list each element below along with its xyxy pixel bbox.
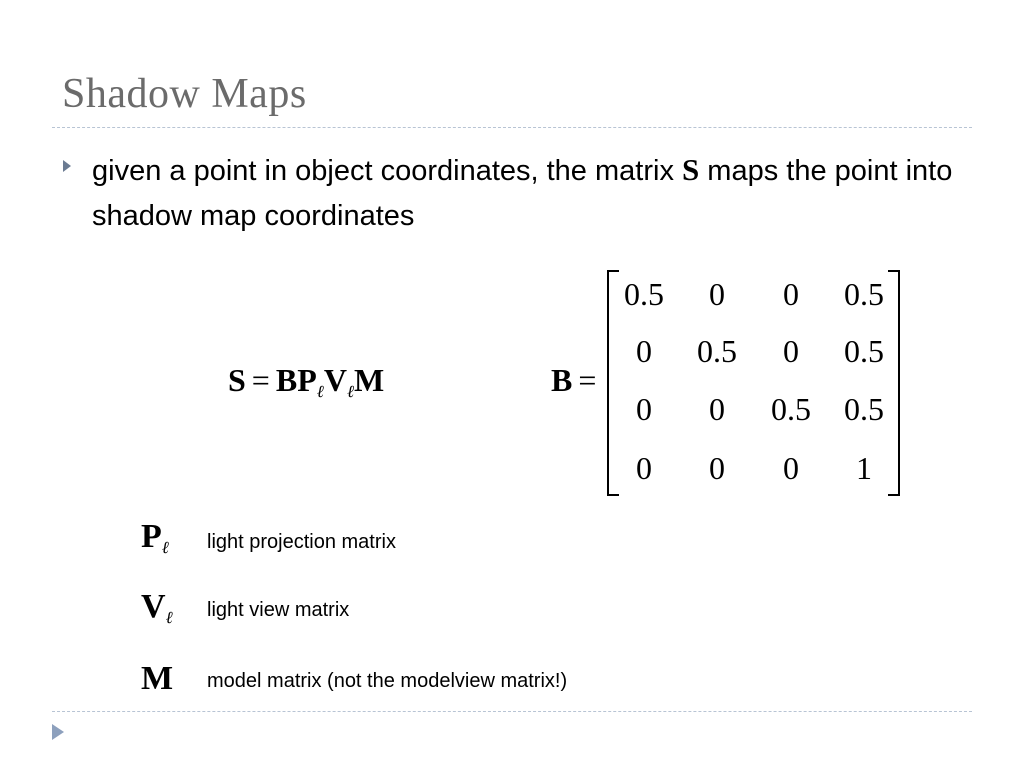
eq-s-v-subscript: ℓ <box>346 382 355 401</box>
eq-s-lhs: S <box>228 362 246 398</box>
triangle-right-icon <box>63 160 71 172</box>
matrix-cell-2-2: 0.5 <box>771 391 811 427</box>
matrix-cell-1-1: 0.5 <box>697 333 737 369</box>
eq-s-p: P <box>297 362 317 398</box>
bullet-matrix-symbol: S <box>682 152 700 187</box>
slide-title: Shadow Maps <box>62 71 307 117</box>
eq-s-m: M <box>354 362 385 398</box>
matrix-cell-0-2: 0 <box>783 276 799 312</box>
matrix-cell-3-1: 0 <box>709 450 725 486</box>
matrix-cell-3-2: 0 <box>783 450 799 486</box>
eq-s-p-subscript: ℓ <box>316 382 324 401</box>
legend-p-subscript: ℓ <box>161 538 169 557</box>
legend-text-p: light projection matrix <box>207 531 396 553</box>
eq-s-equals: = <box>251 362 270 398</box>
legend-symbol-p: $P_\ell$ <box>141 518 169 557</box>
eq-b-equals: = <box>578 362 597 398</box>
matrix-cell-1-3: 0.5 <box>844 333 884 369</box>
title-divider <box>52 127 972 128</box>
eq-b-lhs: B <box>551 362 573 398</box>
equation-s <box>228 362 384 402</box>
matrix-cell-1-0: 0 <box>636 333 652 369</box>
legend-symbol-m: M <box>141 660 174 697</box>
matrix-cell-2-0: 0 <box>636 391 652 427</box>
legend-text-m: model matrix (not the modelview matrix!) <box>207 670 568 692</box>
matrix-cell-1-2: 0 <box>783 333 799 369</box>
matrix-cell-0-0: 0.5 <box>624 276 664 312</box>
bullet-text <box>92 147 982 239</box>
legend-v-subscript: ℓ <box>165 608 173 627</box>
matrix-cell-3-0: 0 <box>636 450 652 486</box>
eq-s-v: V <box>323 362 347 398</box>
matrix-cell-0-1: 0 <box>709 276 725 312</box>
bullet-text-end: maps the point into shadow map coordinates <box>92 155 953 232</box>
legend-text-v: light view matrix <box>207 599 350 621</box>
eq-s-b: B <box>275 362 298 398</box>
play-arrow-icon[interactable] <box>52 724 64 740</box>
matrix-b <box>607 270 900 494</box>
matrix-cell-2-3: 0.5 <box>844 391 884 427</box>
matrix-cell-2-1: 0 <box>709 391 725 427</box>
footer-divider <box>52 711 972 712</box>
bullet-text-start: given a point in object coordinates, the matrix <box>92 155 682 187</box>
matrix-cell-3-3: 1 <box>856 450 872 486</box>
equation-b <box>551 362 602 399</box>
legend-symbol-v: $V_\ell$ <box>141 588 173 627</box>
matrix-cell-0-3: 0.5 <box>844 276 884 312</box>
